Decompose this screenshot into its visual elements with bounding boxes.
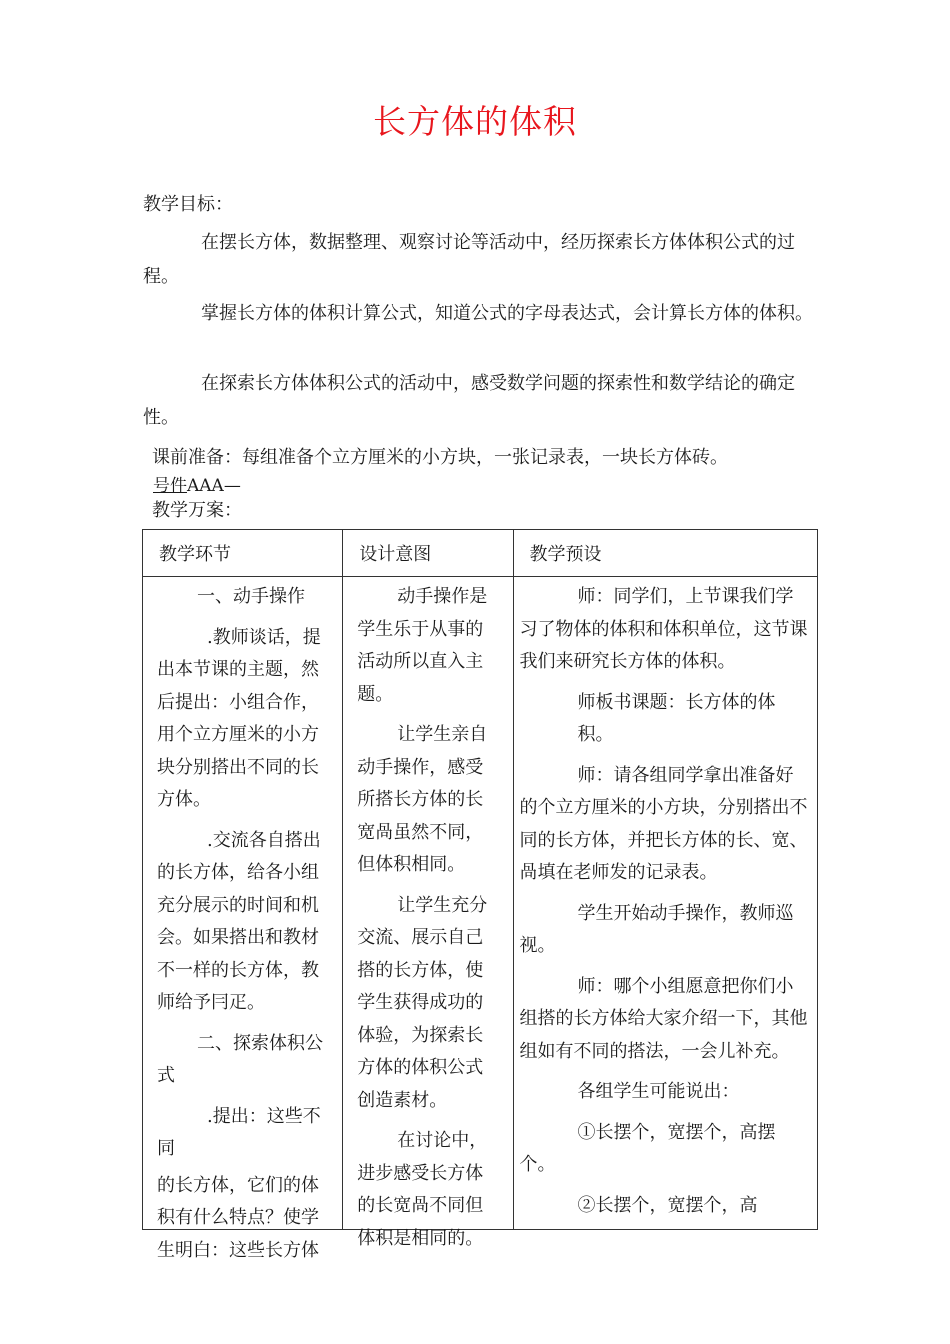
cell-paragraph: .提出：这些不同 <box>157 1105 321 1159</box>
preparation-text: 课前准备：每组准备个立方厘米的小方块，一张记录表，一块长方体砖。 <box>152 447 728 468</box>
cell-paragraph: ①长摆个，宽摆个，高摆个。 <box>519 1121 776 1175</box>
table-header: 教学预设 <box>513 530 817 577</box>
objective-paragraph: 掌握长方体的体积计算公式，知道公式的字母表达式，会计算长方体的体积。 <box>201 303 813 324</box>
plan-label: 教学万案： <box>152 500 242 521</box>
note-rest: AAA— <box>187 476 241 496</box>
table-header-row <box>143 530 818 577</box>
cell-paragraph: 师板书课题：长方体的体 <box>577 691 776 713</box>
cell-paragraph: 让学生充分交流、展示自己搭的长方体，使学生获得成功的体验，为探索长方体的体积公式创造素材。 <box>357 894 488 1111</box>
objective-paragraph: 在探索长方体体积公式的活动中，感受数学问题的探索性和数学结论的确定性。 <box>143 373 795 428</box>
cell-paragraph: 各组学生可能说出： <box>577 1081 740 1102</box>
table-header: 设计意图 <box>343 530 513 577</box>
table-header: 教学环节 <box>143 530 343 577</box>
objectives-label: 教学目标： <box>143 194 233 215</box>
table-cell-steps <box>143 577 343 1261</box>
objective-paragraph: 在摆长方体，数据整理、观察讨论等活动中，经历探索长方体体积公式的过程。 <box>143 232 795 287</box>
cell-paragraph: ②长摆个，宽摆个，高 <box>577 1194 758 1216</box>
cell-paragraph: 的长方体，它们的体积有什么特点？使学生明白：这些长方体 <box>157 1174 319 1261</box>
cell-paragraph: 师：同学们，上节课我们学习了物体的体积和体积单位，这节课我们来研究长方体的体积。 <box>519 586 808 672</box>
cell-paragraph: .教师谈话，提出本节课的主题，然后提出：小组合作，用个立方厘米的小方块分别搭出不同的长方体。 <box>157 626 321 810</box>
cell-paragraph: 在讨论中，进步感受长方体的长宽咼不同但体积是相同的。 <box>357 1130 488 1249</box>
cell-paragraph: 积。 <box>577 724 614 745</box>
cell-paragraph: .交流各自搭出的长方体，给各小组充分展示的时间和机会。如果搭出和教材不一样的长方体，教师给予冃疋。 <box>157 829 321 1013</box>
table-cell-intent <box>343 577 513 1249</box>
document-title: 长方体的体积 <box>373 102 577 141</box>
cell-paragraph: 让学生亲自动手操作，感受所搭长方体的长宽咼虽然不同，但体积相同。 <box>357 724 488 875</box>
table-row <box>143 577 818 1230</box>
cell-paragraph: 学生开始动手操作，教师巡视。 <box>519 902 794 956</box>
cell-paragraph: 一、动手操作 <box>197 586 305 607</box>
table-cell-script <box>513 577 817 1230</box>
cell-paragraph: 师：请各组同学拿出准备好的个立方厘米的小方块，分别搭出不同的长方体，并把长方体的长、宽、咼填在老师发的记录表。 <box>519 764 808 883</box>
cell-paragraph: 二、探索体积公式 <box>157 1032 323 1086</box>
cell-paragraph: 动手操作是学生乐于从事的活动所以直入主题。 <box>357 586 488 705</box>
lesson-table <box>142 529 818 1261</box>
note-underlined: 号件 <box>153 476 187 496</box>
cell-paragraph: 师：哪个小组愿意把你们小组搭的长方体给大家介绍一下，其他组如有不同的搭法，一会儿补充。 <box>519 975 808 1062</box>
